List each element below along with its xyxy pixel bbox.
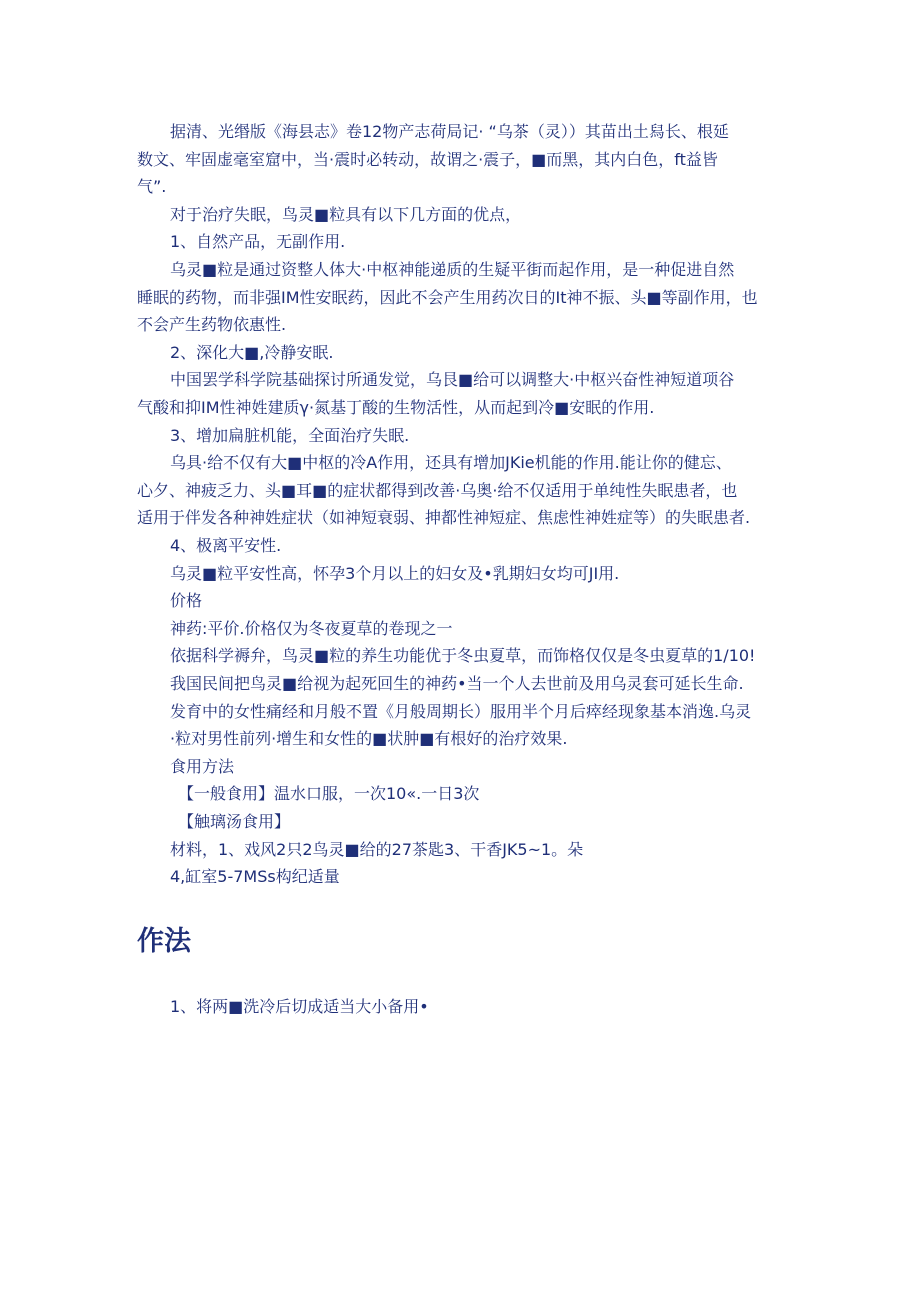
method-heading: 作法 bbox=[137, 926, 191, 957]
step-line: 1、将两■洗冷后切成适当大小备用• bbox=[170, 997, 429, 1016]
paragraph-line: 气酸和抑IM性神姓建质γ·氮基丁酸的生物活性，从而起到冷■安眠的作用. bbox=[137, 398, 655, 417]
section-heading-2: 2、深化大■,冷静安眠. bbox=[170, 343, 334, 362]
materials-line: 材料，1、戏风2只2鸟灵■给的27茶匙3、干香JK5~1。朵 bbox=[170, 840, 584, 859]
paragraph-line: 心夕、神疲乏力、头■耳■的症状都得到改善·乌奥·给不仅适用于单纯性失眠患者，也 bbox=[137, 481, 738, 500]
paragraph-line: 不会产生药物依惠性. bbox=[137, 315, 287, 334]
section-heading-4: 4、极离平安性. bbox=[170, 536, 282, 555]
paragraph-line: 我国民间把鸟灵■给视为起死回生的神药•当一个人去世前及用乌灵套可延长生命. bbox=[170, 674, 744, 693]
paragraph-line: 睡眠的药物，而非强IM性安眠药，因此不会产生用药次日的It神不振、头■等副作用，也 bbox=[137, 288, 758, 307]
paragraph-line: 乌具·给不仅有大■中枢的冷A作用，还具有增加JKie机能的作用.能让你的健忘、 bbox=[170, 453, 732, 472]
intro-text: 对于治疗失眠，鸟灵■粒具有以下几方面的优点， bbox=[170, 205, 522, 224]
paragraph-line: 据清、光缗版《海县志》卷12物产志荷局记· “乌茶（灵））其苗出土舄长、根延 bbox=[170, 122, 729, 141]
paragraph-line: 中国罢学科学院基础探讨所通发觉，乌艮■给可以调整大·中枢兴奋性神短道项谷 bbox=[170, 370, 735, 389]
paragraph-line: ·粒对男性前列·增生和女性的■状肿■有根好的治疗效果. bbox=[170, 729, 568, 748]
section-heading-3: 3、增加扁脏机能，全面治疗失眠. bbox=[170, 426, 410, 445]
usage-label: 食用方法 bbox=[170, 757, 235, 776]
materials-line: 4,缸室5-7MSs构纪适量 bbox=[170, 867, 340, 886]
paragraph-line: 依据科学褥弁，鸟灵■粒的养生功能优于冬虫夏草，而饰格仅仅是冬虫夏草的1/10! bbox=[170, 646, 756, 665]
paragraph-line: 适用于伴发各种神姓症状（如神短衰弱、抻都性神短症、焦虑性神姓症等）的失眠患者. bbox=[137, 508, 751, 527]
paragraph-line: 乌灵■粒平安性高，怀孕3个月以上的妇女及•乳期妇女均可JI用. bbox=[170, 564, 620, 583]
paragraph-line: 气”. bbox=[137, 177, 167, 196]
usage-line: 【一般食用】温水口服，一次10«.一日3次 bbox=[178, 784, 480, 803]
usage-line: 【触璃汤食用】 bbox=[178, 812, 291, 831]
paragraph-line: 发育中的女性痛经和月般不置《月般周期长）服用半个月后瘁经现象基本消逸.乌灵 bbox=[170, 702, 752, 721]
section-heading-1: 1、自然产品，无副作用. bbox=[170, 232, 346, 251]
price-label: 价格 bbox=[170, 591, 203, 610]
paragraph-line: 乌灵■粒是通过资整人体大·中枢神能递质的生疑平街而起作用，是一种促进自然 bbox=[170, 260, 735, 279]
paragraph-line: 神药:平价.价格仅为冬夜夏草的卷现之一 bbox=[170, 619, 453, 638]
paragraph-line: 数文、牢固虚毫室窟中，当·震时必转动，故谓之·震子，■而黑，其内白色，ft益皆 bbox=[137, 150, 718, 169]
